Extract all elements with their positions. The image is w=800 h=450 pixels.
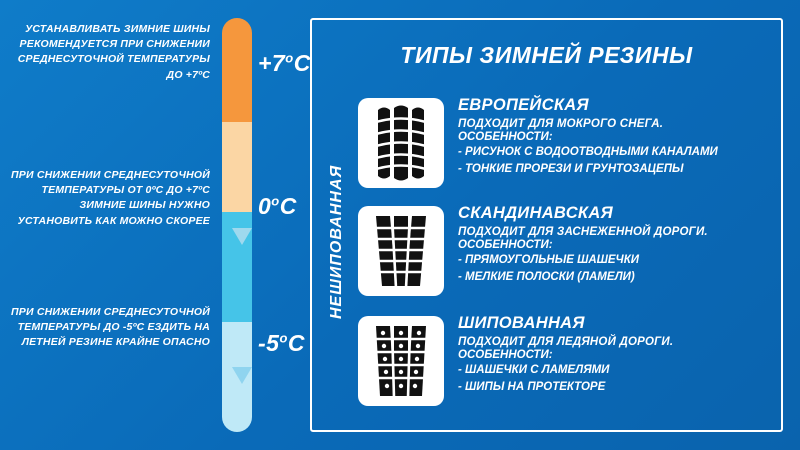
side-label-nestudded xyxy=(324,104,348,319)
thermometer-note-3: ПРИ СНИЖЕНИИ СРЕДНЕСУТОЧНОЙ ТЕМПЕРАТУРЫ ДО -5ºC ЕЗДИТЬ НА ЛЕТНЕЙ РЕЗИНЕ КРАЙНЕ ОПАСНО xyxy=(11,306,210,349)
tire-tread-studded-icon xyxy=(358,316,444,406)
panel-title: ТИПЫ ЗИМНЕЙ РЕЗИНЫ xyxy=(400,42,693,68)
degree-sign: o xyxy=(279,330,288,346)
degree-sign: o xyxy=(271,193,280,209)
thermometer-arrow-1 xyxy=(232,85,252,102)
tire-type-feature: - ШИПЫ НА ПРОТЕКТОРЕ xyxy=(458,380,606,393)
tire-type-feature: - РИСУНОК С ВОДООТВОДНЫМИ КАНАЛАМИ xyxy=(458,146,718,158)
tire-tread-scandinavian-icon xyxy=(358,206,444,296)
tire-type-subtitle: ПОДХОДИТ ДЛЯ ЗАСНЕЖЕННОЙ ДОРОГИ. xyxy=(458,226,708,238)
tire-type-features-title: ОСОБЕННОСТИ: xyxy=(458,349,553,361)
winter-tire-types-panel xyxy=(310,18,783,432)
tire-type-features-title: ОСОБЕННОСТИ: xyxy=(458,131,553,143)
thermometer-arrow-2 xyxy=(232,228,252,245)
degree-sign: o xyxy=(285,50,294,66)
thermometer-segment-mid xyxy=(222,122,252,212)
thermometer-note-2: ПРИ СНИЖЕНИИ СРЕДНЕСУТОЧНОЙ ТЕМПЕРАТУРЫ ОТ 0ºC ДО +7ºC ЗИМНИЕ ШИНЫ НУЖНО УСТАНОВИТЬ КАК МОЖНО СКОРЕЕ xyxy=(11,169,210,227)
tire-type-text xyxy=(458,96,773,177)
temperature-label-zero xyxy=(258,193,297,220)
tire-type-text xyxy=(458,204,773,285)
tire-type-features-title: ОСОБЕННОСТИ: xyxy=(458,239,553,251)
tire-type-feature: - ПРЯМОУГОЛЬНЫЕ ШАШЕЧКИ xyxy=(458,254,640,266)
tire-type-subtitle: ПОДХОДИТ ДЛЯ МОКРОГО СНЕГА. xyxy=(458,118,664,130)
temperature-value: 0 xyxy=(258,193,272,219)
tire-type-feature: - МЕЛКИЕ ПОЛОСКИ (ЛАМЕЛИ) xyxy=(458,270,635,283)
tire-type-row xyxy=(358,206,773,306)
temperature-unit: С xyxy=(287,330,306,356)
tire-type-name: СКАНДИНАВСКАЯ xyxy=(458,204,613,222)
tire-type-name: ШИПОВАННАЯ xyxy=(458,314,585,332)
tire-tread-european-icon xyxy=(358,98,444,188)
tire-type-feature: - ШАШЕЧКИ С ЛАМЕЛЯМИ xyxy=(458,364,610,376)
temperature-label-minus5 xyxy=(258,330,305,357)
temperature-unit: С xyxy=(293,50,311,76)
thermometer-arrow-3 xyxy=(232,367,252,384)
temperature-value: +7 xyxy=(258,50,286,76)
tire-type-name: ЕВРОПЕЙСКАЯ xyxy=(458,96,589,114)
temperature-value: -5 xyxy=(258,330,280,356)
thermometer-note-1: УСТАНАВЛИВАТЬ ЗИМНИЕ ШИНЫ РЕКОМЕНДУЕТСЯ ПРИ СНИЖЕНИИ СРЕДНЕСУТОЧНОЙ ТЕМПЕРАТУРЫ ДО +7ºC xyxy=(17,23,210,81)
tire-type-row xyxy=(358,316,773,416)
temperature-label-plus7 xyxy=(258,50,311,77)
side-label-text: НЕШИПОВАННАЯ xyxy=(328,164,345,319)
tire-type-subtitle: ПОДХОДИТ ДЛЯ ЛЕДЯНОЙ ДОРОГИ. xyxy=(458,336,674,348)
tire-type-row xyxy=(358,98,773,198)
temperature-unit: С xyxy=(279,193,297,219)
tire-type-text xyxy=(458,314,773,395)
thermometer-segment-warm xyxy=(222,18,252,122)
tire-type-feature: - ТОНКИЕ ПРОРЕЗИ И ГРУНТОЗАЦЕПЫ xyxy=(458,162,684,175)
